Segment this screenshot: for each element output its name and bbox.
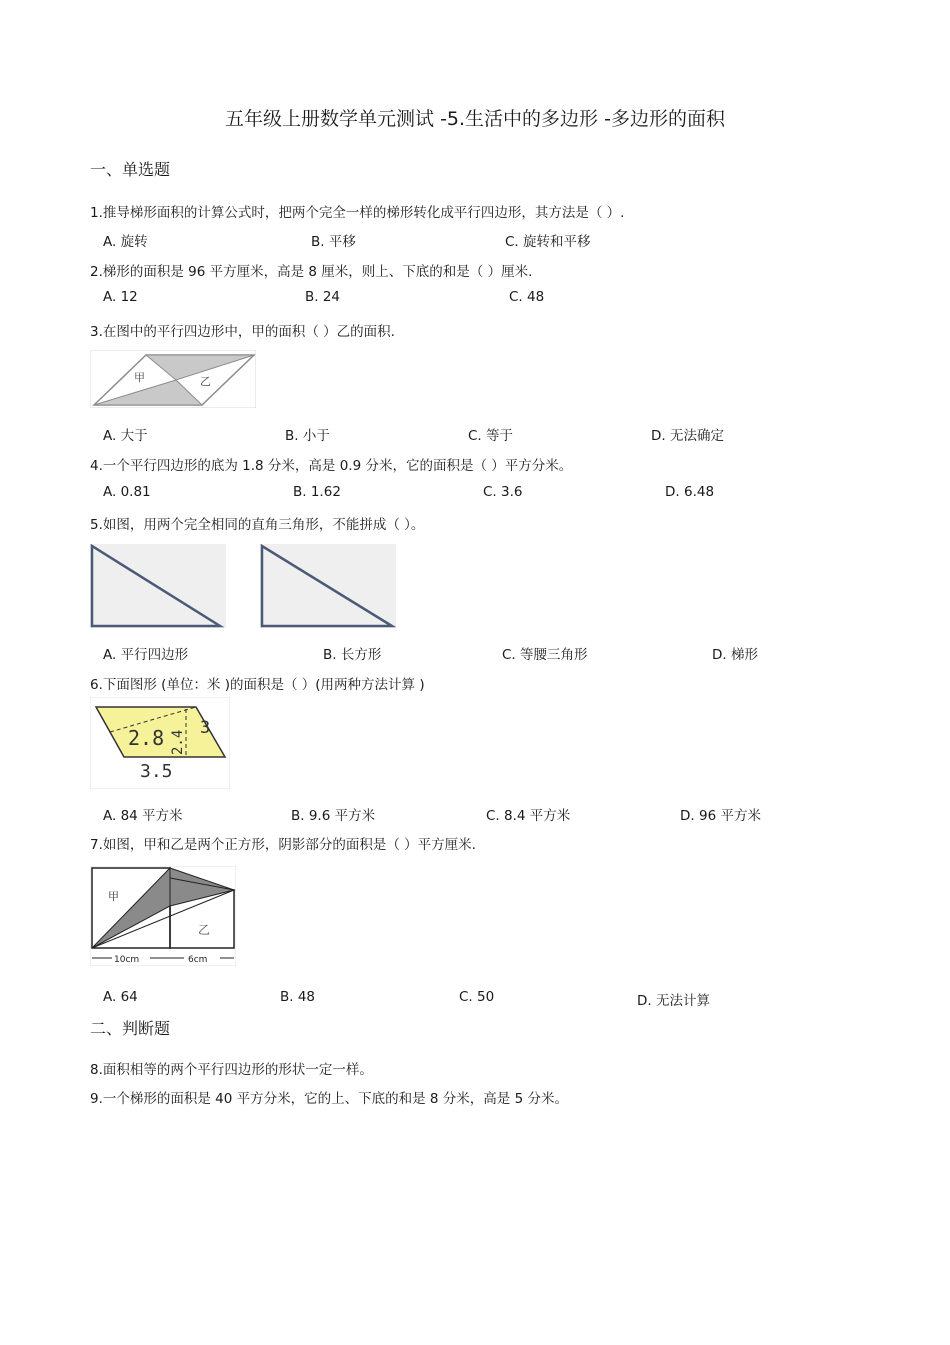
question-7: 7.如图，甲和乙是两个正方形，阴影部分的面积是（ ）平方厘米.: [90, 837, 476, 853]
q3-option-a[interactable]: A. 大于: [103, 428, 148, 444]
q5-option-d[interactable]: D. 梯形: [712, 647, 758, 663]
section-heading-single-choice: 一、单选题: [90, 160, 171, 179]
question-6: 6.下面图形 (单位：米 )的面积是（ ）(用两种方法计算 ): [90, 677, 425, 693]
q4-option-d[interactable]: D. 6.48: [665, 484, 715, 500]
question-5: 5.如图，用两个完全相同的直角三角形，不能拼成（ ）。: [90, 517, 425, 533]
q3-option-c[interactable]: C. 等于: [468, 428, 514, 444]
q6-label-height: 2.4: [170, 729, 186, 755]
q7-option-a[interactable]: A. 64: [103, 989, 138, 1005]
q7-label-yi: 乙: [198, 923, 211, 937]
q7-label-6cm: 6cm: [188, 955, 208, 965]
q1-option-a[interactable]: A. 旋转: [103, 234, 148, 250]
q7-option-b[interactable]: B. 48: [280, 989, 316, 1005]
q6-parallelogram-figure: [90, 697, 230, 789]
q1-option-c[interactable]: C. 旋转和平移: [505, 234, 591, 250]
q3-parallelogram-figure: [90, 350, 256, 408]
q3-label-jia: 甲: [134, 371, 145, 384]
q3-option-d[interactable]: D. 无法确定: [651, 428, 724, 444]
q2-option-c[interactable]: C. 48: [509, 289, 545, 305]
q7-option-d[interactable]: D. 无法计算: [637, 993, 710, 1009]
question-2: 2.梯形的面积是 96 平方厘米，高是 8 厘米，则上、下底的和是（ ）厘米.: [90, 264, 533, 280]
page-title: 五年级上册数学单元测试 -5.生活中的多边形 -多边形的面积: [225, 108, 725, 130]
q4-option-a[interactable]: A. 0.81: [103, 484, 151, 500]
q2-option-a[interactable]: A. 12: [103, 289, 138, 305]
q3-label-yi: 乙: [200, 375, 211, 388]
q7-option-c[interactable]: C. 50: [459, 989, 495, 1005]
q2-option-b[interactable]: B. 24: [305, 289, 341, 305]
q5-option-b[interactable]: B. 长方形: [323, 647, 382, 663]
q7-label-10cm: 10cm: [114, 955, 140, 965]
q7-label-jia: 甲: [108, 890, 119, 903]
q6-label-slant: 3: [200, 718, 211, 738]
question-3: 3.在图中的平行四边形中，甲的面积（ ）乙的面积.: [90, 324, 395, 340]
q6-label-side: 2.8: [128, 726, 165, 750]
q3-option-b[interactable]: B. 小于: [285, 428, 330, 444]
q6-option-d[interactable]: D. 96 平方米: [680, 808, 761, 824]
q6-label-base: 3.5: [140, 761, 173, 782]
q4-option-b[interactable]: B. 1.62: [293, 484, 341, 500]
question-8: 8.面积相等的两个平行四边形的形状一定一样。: [90, 1062, 373, 1078]
question-9: 9.一个梯形的面积是 40 平方分米，它的上、下底的和是 8 分米，高是 5 分米。: [90, 1091, 568, 1107]
question-4: 4.一个平行四边形的底为 1.8 分米，高是 0.9 分米，它的面积是（ ）平方分米。: [90, 458, 573, 474]
section-heading-true-false: 二、判断题: [90, 1019, 171, 1038]
q5-right-triangles-figure: [90, 544, 396, 628]
q4-option-c[interactable]: C. 3.6: [483, 484, 523, 500]
q5-option-c[interactable]: C. 等腰三角形: [502, 647, 588, 663]
question-1: 1.推导梯形面积的计算公式时，把两个完全一样的梯形转化成平行四边形，其方法是（ ）.: [90, 205, 625, 221]
q1-option-b[interactable]: B. 平移: [311, 234, 356, 250]
q6-option-b[interactable]: B. 9.6 平方米: [291, 808, 376, 824]
q7-two-squares-figure: [90, 866, 236, 966]
q5-option-a[interactable]: A. 平行四边形: [103, 647, 189, 663]
q6-option-a[interactable]: A. 84 平方米: [103, 808, 183, 824]
q6-option-c[interactable]: C. 8.4 平方米: [486, 808, 571, 824]
